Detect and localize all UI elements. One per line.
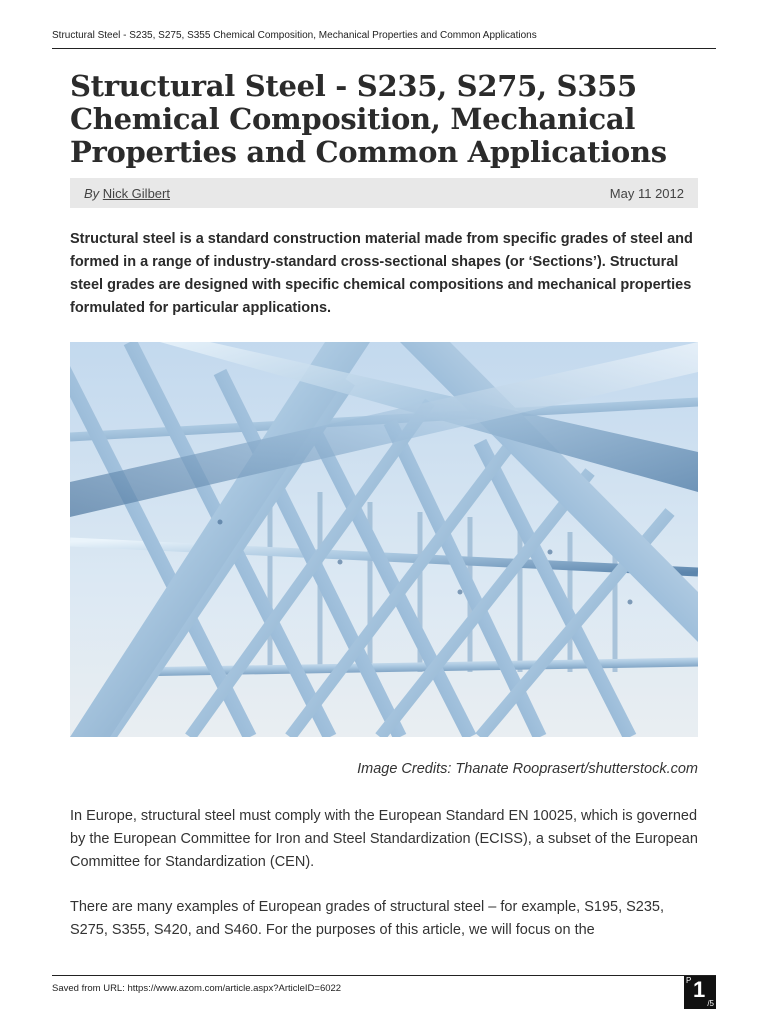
body-paragraph-2: There are many examples of European grades of structural steel – for example, S195, S235, S275, S355, S420, and S460. For the purposes of this article, we will focus on the: [70, 899, 665, 938]
author-link[interactable]: Nick Gilbert: [102, 185, 170, 201]
article-title: Structural Steel - S235, S275, S355 Chemical Composition, Mechanical Properties and Common Applications: [70, 69, 667, 169]
publish-date: May 11 2012: [609, 185, 684, 201]
page-prefix: P: [686, 976, 692, 985]
byline-by-label: By: [84, 185, 100, 201]
hero-image-steel-truss: [70, 342, 698, 737]
page-total: /5: [707, 999, 714, 1008]
image-credit: Image Credits: Thanate Rooprasert/shutterstock.com: [357, 761, 698, 777]
steel-truss-illustration: [70, 342, 698, 737]
page-number-badge: [684, 976, 716, 1009]
page-number: 1: [693, 977, 706, 1002]
running-header-title: Structural Steel - S235, S275, S355 Chemical Composition, Mechanical Properties and Common Applications: [52, 30, 537, 41]
body-paragraph-1: In Europe, structural steel must comply with the European Standard EN 10025, which is governed by the European Committee for Iron and Steel Standardization (ECISS), a subset of the European Committee for Standardization (CEN).: [70, 808, 698, 870]
saved-from-url: Saved from URL: https://www.azom.com/article.aspx?ArticleID=6022: [52, 983, 342, 994]
page-footer: [52, 975, 716, 1008]
article-lead: Structural steel is a standard construction material made from specific grades of steel and formed in a range of industry-standard cross-sectional shapes (or ‘Sections’). Structural steel grades are designed with specific chemical compositions and mechanical properties formulated for particular applications.: [70, 231, 693, 316]
running-header: [52, 28, 716, 49]
byline-author-group: [84, 186, 170, 201]
byline-bar: [70, 178, 698, 208]
